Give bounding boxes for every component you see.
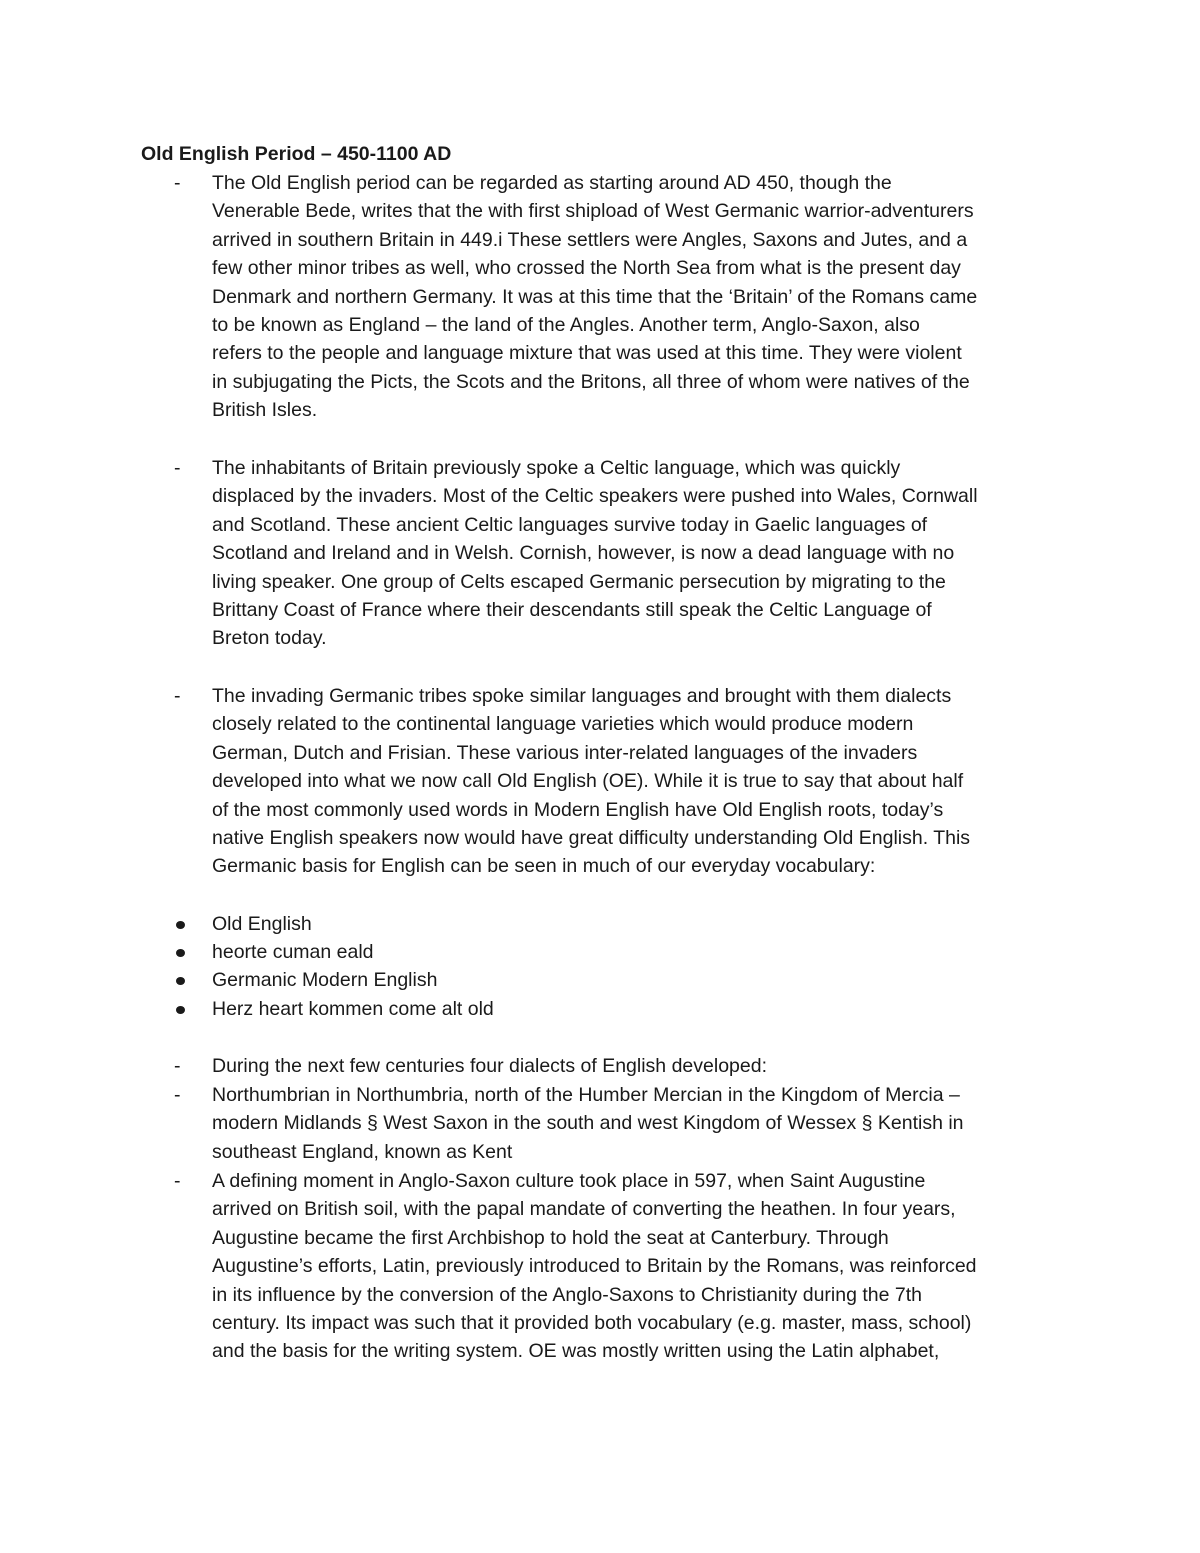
paragraph-line: The invading Germanic tribes spoke similar languages and brought with them dialects [212, 685, 952, 707]
paragraph-line: native English speakers now would have great difficulty understanding Old English. This [212, 827, 971, 850]
bullet-text: Herz heart kommen come alt old [212, 998, 494, 1020]
bullet-list-item [141, 966, 1081, 994]
paragraph-line: southeast England, known as Kent [212, 1140, 513, 1163]
dash-marker: - [174, 685, 181, 707]
paragraph-line: and Scotland. These ancient Celtic languages survive today in Gaelic languages of [212, 513, 928, 536]
bullet-dot-icon [176, 1006, 185, 1014]
paragraph-line: modern Midlands § West Saxon in the south and west Kingdom of Wessex § Kentish in [212, 1112, 964, 1135]
paragraph-line: few other minor tribes as well, who crossed the North Sea from what is the present day [212, 257, 961, 280]
paragraph-line: British Isles. [212, 399, 318, 422]
paragraph-line: century. Its impact was such that it provided both vocabulary (e.g. master, mass, school) [212, 1312, 972, 1335]
paragraph-line: Venerable Bede, writes that the with first shipload of West Germanic warrior-adventurers [212, 200, 974, 223]
dash-list-item-celtic [141, 454, 1081, 653]
paragraph-line: Breton today. [212, 627, 327, 650]
paragraph-line: Germanic basis for English can be seen in much of our everyday vocabulary: [212, 855, 876, 878]
bullet-text: Old English [212, 913, 312, 935]
paragraph-line: in subjugating the Picts, the Scots and the Britons, all three of whom were natives of the [212, 370, 970, 393]
page-title: Old English Period – 450-1100 AD [141, 143, 452, 165]
paragraph-line: German, Dutch and Frisian. These various inter-related languages of the invaders [212, 741, 918, 764]
dash-list-item-dialects [141, 1052, 1081, 1080]
dash-marker: - [174, 457, 181, 479]
paragraph-line: Augustine became the first Archbishop to hold the seat at Canterbury. Through [212, 1226, 889, 1249]
paragraph-line: displaced by the invaders. Most of the Celtic speakers were pushed into Wales, Cornwall [212, 485, 978, 508]
paragraph-line: closely related to the continental language varieties which would produce modern [212, 713, 914, 736]
paragraph-line: Augustine’s efforts, Latin, previously introduced to Britain by the Romans, was reinforced [212, 1255, 977, 1278]
dash-list-item-germanic [141, 682, 1081, 881]
paragraph-line: and the basis for the writing system. OE was mostly written using the Latin alphabet, [212, 1340, 940, 1363]
paragraph-line: of the most commonly used words in Modern English have Old English roots, today’s [212, 798, 944, 821]
dash-marker: - [174, 1055, 181, 1077]
bullet-text: heorte cuman eald [212, 941, 374, 963]
paragraph-line: The Old English period can be regarded as starting around AD 450, though the [212, 172, 892, 194]
dash-marker: - [174, 1084, 181, 1106]
paragraph-line: arrived on British soil, with the papal mandate of converting the heathen. In four years, [212, 1198, 956, 1221]
bullet-dot-icon [176, 977, 185, 985]
paragraph-line: Brittany Coast of France where their descendants still speak the Celtic Language of [212, 599, 932, 622]
bullet-dot-icon [176, 949, 185, 957]
paragraph-line: in its influence by the conversion of the Anglo-Saxons to Christianity during the 7th [212, 1283, 922, 1306]
paragraph-line: refers to the people and language mixture that was used at this time. They were violent [212, 342, 962, 365]
dash-list-item-regions [141, 1081, 1081, 1166]
paragraph-line: Denmark and northern Germany. It was at this time that the ‘Britain’ of the Romans came [212, 285, 978, 308]
paragraph-line: Scotland and Ireland and in Welsh. Cornish, however, is now a dead language with no [212, 542, 955, 565]
dash-list-item-augustine [141, 1167, 1081, 1366]
paragraph-line: Northumbrian in Northumbria, north of the Humber Mercian in the Kingdom of Mercia – [212, 1084, 960, 1106]
bullet-dot-icon [176, 921, 185, 929]
paragraph-line: developed into what we now call Old English (OE). While it is true to say that about half [212, 770, 964, 793]
bullet-list-item [141, 995, 1081, 1023]
bullet-list-item [141, 938, 1081, 966]
paragraph-line: to be known as England – the land of the Angles. Another term, Anglo-Saxon, also [212, 314, 920, 337]
dash-list-item-intro [141, 169, 1081, 425]
paragraph-line: The inhabitants of Britain previously spoke a Celtic language, which was quickly [212, 457, 901, 479]
paragraph-line: A defining moment in Anglo-Saxon culture took place in 597, when Saint Augustine [212, 1170, 926, 1192]
paragraph-line: During the next few centuries four dialects of English developed: [212, 1055, 767, 1077]
bullet-text: Germanic Modern English [212, 969, 438, 991]
dash-marker: - [174, 172, 181, 194]
bullet-list-item [141, 910, 1081, 938]
dash-marker: - [174, 1170, 181, 1192]
paragraph-line: living speaker. One group of Celts escaped Germanic persecution by migrating to the [212, 570, 946, 593]
paragraph-line: arrived in southern Britain in 449.i These settlers were Angles, Saxons and Jutes, and a [212, 228, 968, 251]
